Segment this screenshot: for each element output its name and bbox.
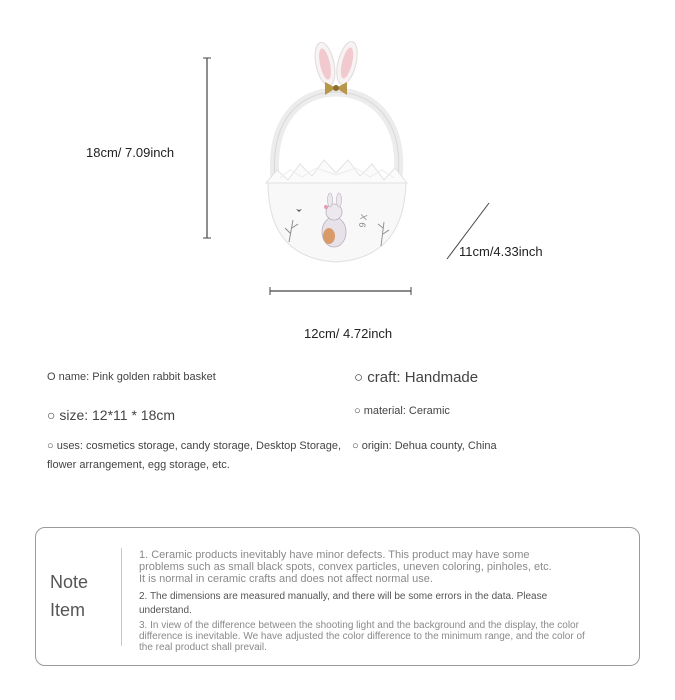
note-title-line2: Item bbox=[50, 600, 86, 620]
note-item3-line2: difference is inevitable. We have adjusted the color difference to the minimum range, and the color of bbox=[139, 631, 585, 642]
note-item2-line1: 2. The dimensions are measured manually, and there will be some errors in the data. Please bbox=[139, 591, 548, 602]
spec-craft: ○ craft: Handmade bbox=[354, 369, 479, 386]
note-divider bbox=[121, 548, 122, 646]
rabbit-basket bbox=[266, 39, 407, 262]
spec-name: O name: Pink golden rabbit basket bbox=[47, 371, 216, 383]
width-label: 12cm/ 4.72inch bbox=[304, 326, 393, 341]
spec-size: ○ size: 12*11 * 18cm bbox=[47, 407, 176, 423]
note-item1-line1: 1. Ceramic products inevitably have minor defects. This product may have some bbox=[139, 549, 530, 561]
depth-label: 11cm/4.33inch bbox=[459, 244, 543, 259]
height-label: 18cm/ 7.09inch bbox=[86, 145, 175, 160]
height-dimension-line bbox=[203, 58, 211, 238]
svg-text:9 X: 9 X bbox=[357, 213, 370, 229]
note-item1-line3: It is normal in ceramic crafts and does not affect normal use. bbox=[139, 573, 433, 585]
note-item1-line2: problems such as small black spots, convex particles, uneven coloring, pinholes, etc. bbox=[139, 561, 552, 573]
spec-uses-line1: ○ uses: cosmetics storage, candy storage, Desktop Storage, bbox=[47, 440, 342, 452]
note-title bbox=[50, 568, 88, 624]
product-illustration bbox=[0, 0, 675, 320]
note-item3-line3: the real product shall prevail. bbox=[139, 642, 267, 653]
spec-uses-line2: flower arrangement, egg storage, etc. bbox=[47, 459, 230, 471]
spec-material: ○ material: Ceramic bbox=[354, 405, 450, 417]
note-item3-line1: 3. In view of the difference between the shooting light and the background and the display, the color bbox=[139, 620, 579, 631]
note-item2-line2: understand. bbox=[139, 605, 192, 616]
note-title-line1: Note bbox=[50, 572, 89, 592]
width-dimension-line bbox=[270, 287, 411, 295]
spec-origin: ○ origin: Dehua county, China bbox=[352, 440, 497, 452]
